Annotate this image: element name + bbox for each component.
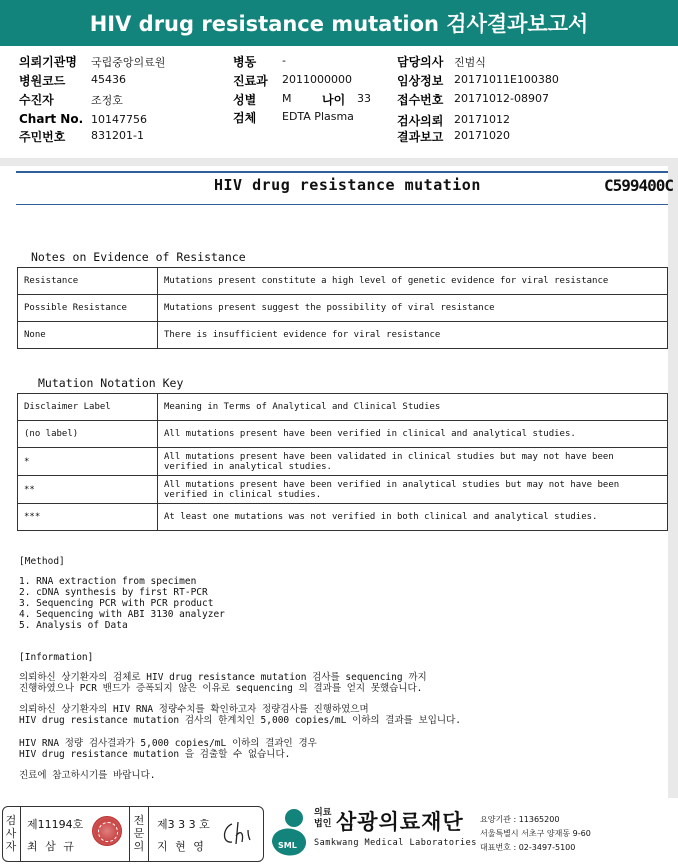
notation-section-title: Mutation Notation Key	[38, 376, 184, 390]
inspector-license: 제11194호	[27, 818, 84, 831]
label-physician: 담당의사	[397, 55, 444, 69]
divider-bottom	[16, 204, 668, 205]
table-row	[18, 322, 668, 349]
value-requesting-institution: 국립중앙의료원	[91, 56, 166, 69]
info-line: HIV RNA 정량 검사결과가 5,000 copies/mL 이하의 결과인 경우	[19, 738, 317, 749]
table-row	[18, 421, 668, 448]
table-header-row	[18, 394, 668, 421]
notation-header-label: Disclaimer Label	[18, 394, 158, 421]
notation-header-desc: Meaning in Terms of Analytical and Clinical Studies	[158, 394, 668, 421]
sml-logo-icon	[268, 808, 314, 858]
inspector-name: 최 삼 규	[27, 840, 76, 853]
report-header-title: HIV drug resistance mutation 검사결과보고서	[0, 0, 678, 46]
label-resident-number: 주민번호	[19, 130, 66, 144]
info-paragraph	[19, 770, 155, 781]
method-title: [Method]	[19, 556, 65, 567]
sml-logo-text: SML	[278, 841, 297, 850]
value-chart-no: 10147756	[91, 113, 147, 126]
label-clinical-info: 임상정보	[397, 74, 444, 88]
inspector-vertical-label: 검 사 자	[5, 814, 17, 853]
value-age: 33	[357, 92, 371, 105]
info-paragraph	[19, 672, 427, 694]
notation-table	[17, 393, 668, 531]
label-sex: 성별	[233, 93, 257, 107]
divider	[129, 806, 130, 862]
value-sex: M	[282, 92, 292, 105]
org-contact-address: 서울특별시 서초구 양재동 9-60	[480, 829, 591, 838]
report-title: HIV drug resistance mutation	[214, 176, 481, 194]
value-specimen: EDTA Plasma	[282, 110, 354, 123]
notation-label: *	[18, 448, 158, 476]
method-steps	[19, 576, 225, 631]
notes-desc: There is insufficient evidence for viral resistance	[158, 322, 668, 349]
notes-desc: Mutations present suggest the possibility of viral resistance	[158, 295, 668, 322]
divider	[20, 806, 21, 862]
value-resident-number: 831201-1	[91, 129, 144, 142]
notation-desc: All mutations present have been validated in clinical studies but may not have been verified in analytical studies.	[158, 448, 668, 476]
label-specimen: 검체	[233, 111, 257, 125]
value-report-date: 20171020	[454, 129, 510, 142]
value-patient-name: 조정호	[91, 94, 123, 107]
divider-top	[16, 171, 668, 173]
info-paragraph	[19, 738, 317, 760]
org-name: 삼광의료재단	[336, 810, 464, 834]
specialist-name: 지 현 영	[157, 840, 206, 853]
notes-label: Possible Resistance	[18, 295, 158, 322]
panel-border-top	[0, 158, 678, 166]
seal-stamp-icon	[92, 816, 122, 846]
table-row	[18, 476, 668, 504]
notation-label: (no label)	[18, 421, 158, 448]
value-physician: 진범식	[454, 56, 486, 69]
value-ward: -	[282, 54, 286, 67]
info-line: HIV drug resistance mutation 검사의 한계치인 5,000 copies/mL 이하의 결과를 보입니다.	[19, 715, 461, 726]
notation-label: ***	[18, 504, 158, 531]
value-receipt-number: 20171012-08907	[454, 92, 549, 105]
value-request-date: 20171012	[454, 113, 510, 126]
value-hospital-code: 45436	[91, 73, 126, 86]
org-english-name: Samkwang Medical Laboratories	[314, 838, 477, 848]
specialist-license: 제3 3 3 호	[157, 818, 210, 831]
method-step: 3. Sequencing PCR with PCR product	[19, 598, 214, 609]
panel-border-right	[668, 158, 678, 798]
method-step: 5. Analysis of Data	[19, 620, 128, 631]
patient-info-panel	[0, 46, 678, 158]
table-row	[18, 504, 668, 531]
value-clinical-info: 20171011E100380	[454, 73, 559, 86]
label-hospital-code: 병원코드	[19, 74, 66, 88]
label-report-date: 결과보고	[397, 130, 444, 144]
notation-desc: At least one mutations was not verified in both clinical and analytical studies.	[158, 504, 668, 531]
label-department: 진료과	[233, 74, 268, 88]
specialist-vertical-label: 전 문 의	[133, 814, 145, 853]
table-row	[18, 268, 668, 295]
label-ward: 병동	[233, 55, 257, 69]
org-contact-phone: 대표번호 : 02-3497-5100	[480, 843, 576, 852]
table-row	[18, 295, 668, 322]
label-age: 나이	[322, 93, 346, 107]
org-legal-label: 의료 법인	[314, 808, 332, 829]
divider	[148, 806, 149, 862]
method-step: 4. Sequencing with ABI 3130 analyzer	[19, 609, 225, 620]
info-line: 의뢰하신 상기환자의 HIV RNA 정량수치를 확인하고자 정량검사를 진행하였으며	[19, 704, 369, 715]
label-request-date: 검사의뢰	[397, 114, 444, 128]
info-line: 진행하였으나 PCR 밴드가 증폭되지 않은 이유로 sequencing 의 결과를 얻지 못했습니다.	[19, 683, 423, 694]
label-chart-no: Chart No.	[19, 112, 84, 126]
label-patient-name: 수진자	[19, 93, 54, 107]
notes-desc: Mutations present constitute a high level of genetic evidence for viral resistance	[158, 268, 668, 295]
info-line: 진료에 참고하시기를 바랍니다.	[19, 770, 156, 781]
notes-label: None	[18, 322, 158, 349]
notes-label: Resistance	[18, 268, 158, 295]
notation-desc: All mutations present have been verified in analytical studies but may not have been verified in clinical studies.	[158, 476, 668, 504]
table-row	[18, 448, 668, 476]
information-title: [Information]	[19, 652, 94, 663]
label-requesting-institution: 의뢰기관명	[19, 55, 77, 69]
value-department: 2011000000	[282, 73, 352, 86]
org-contact-code: 요양기관 : 11365200	[480, 815, 560, 824]
method-step: 2. cDNA synthesis by first RT-PCR	[19, 587, 208, 598]
method-step: 1. RNA extraction from specimen	[19, 576, 197, 587]
notation-desc: All mutations present have been verified in clinical and analytical studies.	[158, 421, 668, 448]
label-receipt-number: 접수번호	[397, 93, 444, 107]
info-line: HIV drug resistance mutation 을 검출할 수 없습니다.	[19, 749, 291, 760]
notes-section-title: Notes on Evidence of Resistance	[31, 250, 246, 264]
info-line: 의뢰하신 상기환자의 검체로 HIV drug resistance mutation 검사를 sequencing 까지	[19, 672, 427, 683]
report-code: C599400C	[604, 176, 674, 195]
info-paragraph	[19, 704, 461, 726]
notation-label: **	[18, 476, 158, 504]
signature-icon	[218, 818, 258, 850]
notes-table	[17, 267, 668, 349]
